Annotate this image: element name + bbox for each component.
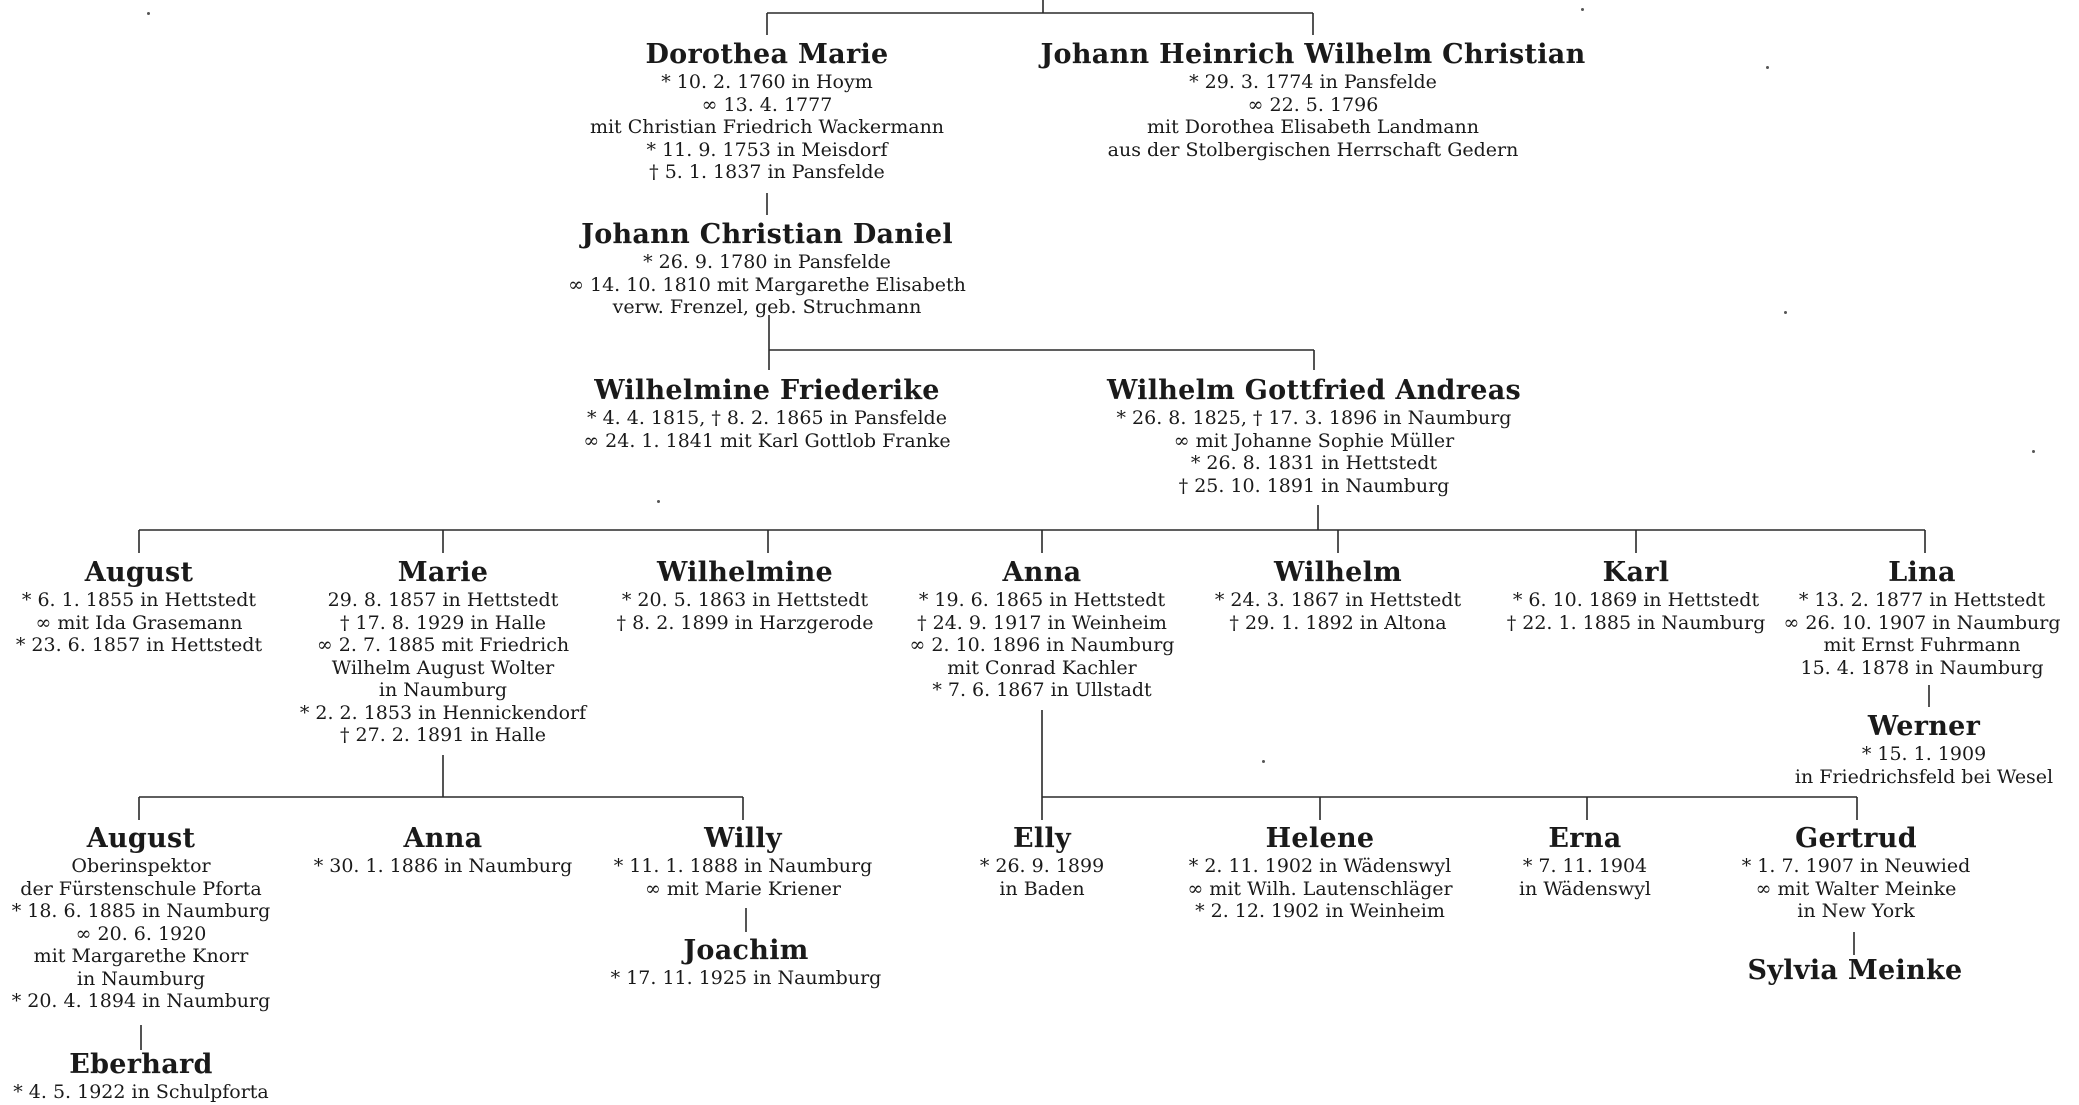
- person-detail: ∞ 14. 10. 1810 mit Margarethe Elisabeth: [568, 273, 966, 296]
- person-detail: * 2. 11. 1902 in Wädenswyl: [1188, 855, 1452, 877]
- person-detail: * 24. 3. 1867 in Hettstedt: [1214, 589, 1462, 611]
- person-anna-naumburg: [314, 822, 573, 878]
- person-detail: * 26. 8. 1831 in Hettstedt: [1190, 452, 1438, 474]
- person-marie: [300, 556, 586, 747]
- person-detail: ∞ mit Johanne Sophie Müller: [1173, 429, 1455, 452]
- person-johann-heinrich-wilhelm-christian: [1040, 38, 1585, 161]
- person-detail: in Friedrichsfeld bei Wesel: [1794, 765, 2054, 788]
- person-detail: * 11. 9. 1753 in Meisdorf: [646, 138, 888, 161]
- person-detail: mit Margarethe Knorr: [33, 945, 249, 967]
- scan-speck: [147, 12, 150, 15]
- person-detail: * 4. 5. 1922 in Schulpforta: [13, 1081, 269, 1103]
- person-detail: mit Christian Friedrich Wackermann: [589, 116, 945, 138]
- person-detail: in New York: [1797, 900, 1915, 922]
- person-detail: * 19. 6. 1865 in Hettstedt: [918, 589, 1166, 611]
- person-name: Willy: [704, 823, 782, 854]
- person-detail: * 30. 1. 1886 in Naumburg: [313, 855, 573, 877]
- person-anna: [910, 556, 1175, 702]
- person-name: Johann Heinrich Wilhelm Christian: [1040, 39, 1586, 70]
- person-detail: * 6. 10. 1869 in Hettstedt: [1512, 589, 1760, 611]
- person-wilhelmine: [617, 556, 874, 634]
- person-detail: ∞ 2. 7. 1885 mit Friedrich: [316, 634, 570, 656]
- person-detail: * 2. 12. 1902 in Weinheim: [1195, 900, 1445, 922]
- person-detail: mit Dorothea Elisabeth Landmann: [1146, 116, 1480, 138]
- person-detail: in Baden: [999, 877, 1085, 900]
- person-detail: * 2. 2. 1853 in Hennickendorf: [299, 701, 587, 724]
- person-name: Anna: [1002, 557, 1082, 588]
- scan-speck: [2032, 450, 2035, 453]
- person-name: Gertrud: [1795, 823, 1917, 854]
- person-gertrud: [1742, 822, 1970, 923]
- scan-speck: [1766, 66, 1769, 69]
- person-detail: * 15. 1. 1909: [1861, 743, 1987, 765]
- person-detail: ∞ mit Walter Meinke: [1755, 877, 1957, 900]
- person-name: Marie: [397, 557, 489, 588]
- person-detail: * 26. 9. 1899: [979, 855, 1105, 877]
- person-detail: in Naumburg: [378, 679, 508, 701]
- person-detail: † 24. 9. 1917 in Weinheim: [917, 611, 1167, 634]
- scan-speck: [1262, 760, 1265, 763]
- person-name: Eberhard: [69, 1049, 213, 1080]
- person-detail: * 1. 7. 1907 in Neuwied: [1741, 855, 1971, 877]
- person-wilhelm: [1215, 556, 1461, 634]
- person-august-oberinspektor: [12, 822, 271, 1013]
- person-karl: [1507, 556, 1766, 634]
- person-detail: * 17. 11. 1925 in Naumburg: [610, 967, 882, 989]
- person-detail: * 7. 6. 1867 in Ullstadt: [932, 679, 1152, 701]
- person-sylvia-meinke: [1747, 954, 1962, 987]
- person-helene: [1187, 822, 1452, 923]
- person-lina: [1784, 556, 2061, 679]
- person-detail: * 26. 8. 1825, † 17. 3. 1896 in Naumburg: [1116, 407, 1512, 429]
- person-name: Lina: [1888, 557, 1956, 588]
- person-werner: [1795, 710, 2053, 788]
- person-detail: * 26. 9. 1780 in Pansfelde: [643, 251, 891, 273]
- person-name: Joachim: [683, 935, 809, 966]
- person-name: Erna: [1548, 823, 1622, 854]
- person-detail: * 13. 2. 1877 in Hettstedt: [1798, 589, 2046, 611]
- person-detail: * 4. 4. 1815, † 8. 2. 1865 in Pansfelde: [587, 407, 947, 429]
- person-name: Wilhelmine Friederike: [594, 375, 940, 406]
- person-detail: * 7. 11. 1904: [1522, 855, 1648, 877]
- person-name: Johann Christian Daniel: [581, 219, 953, 250]
- person-detail: 15. 4. 1878 in Naumburg: [1800, 656, 2044, 679]
- scan-speck: [1784, 311, 1787, 314]
- person-detail: in Wädenswyl: [1518, 877, 1652, 900]
- person-detail: * 20. 4. 1894 in Naumburg: [11, 990, 271, 1012]
- person-detail: † 29. 1. 1892 in Altona: [1229, 611, 1447, 634]
- person-detail: ∞ 13. 4. 1777: [701, 93, 833, 116]
- person-detail: ∞ 2. 10. 1896 in Naumburg: [909, 634, 1175, 656]
- person-name: Sylvia Meinke: [1747, 955, 1963, 986]
- person-johann-christian-daniel: [568, 218, 966, 319]
- person-detail: mit Ernst Fuhrmann: [1823, 634, 2021, 656]
- person-detail: ∞ mit Ida Grasemann: [35, 611, 243, 634]
- person-detail: * 18. 6. 1885 in Naumburg: [11, 900, 271, 922]
- person-detail: mit Conrad Kachler: [947, 656, 1137, 679]
- person-detail: in Naumburg: [76, 967, 206, 990]
- person-detail: * 11. 1. 1888 in Naumburg: [613, 855, 873, 877]
- person-joachim: [611, 934, 882, 990]
- person-detail: * 20. 5. 1863 in Hettstedt: [621, 589, 869, 611]
- person-detail: ∞ mit Marie Kriener: [644, 877, 842, 900]
- person-detail: † 25. 10. 1891 in Naumburg: [1178, 474, 1450, 497]
- person-detail: † 22. 1. 1885 in Naumburg: [1506, 611, 1766, 634]
- person-dorothea-marie: [590, 38, 944, 184]
- person-august: [16, 556, 262, 657]
- scan-speck: [657, 500, 660, 503]
- person-name: Dorothea Marie: [645, 39, 889, 70]
- person-detail: ∞ mit Wilh. Lautenschläger: [1187, 877, 1453, 900]
- person-name: August: [86, 823, 196, 854]
- person-detail: * 6. 1. 1855 in Hettstedt: [21, 589, 257, 611]
- person-detail: Wilhelm August Wolter: [331, 656, 555, 679]
- person-name: Karl: [1602, 557, 1670, 588]
- person-detail: ∞ 22. 5. 1796: [1247, 93, 1379, 116]
- person-name: August: [84, 557, 194, 588]
- person-detail: * 23. 6. 1857 in Hettstedt: [15, 634, 263, 656]
- person-detail: * 10. 2. 1760 in Hoym: [661, 71, 873, 93]
- person-erna: [1519, 822, 1651, 900]
- person-eberhard: [13, 1048, 269, 1104]
- person-detail: ∞ 26. 10. 1907 in Naumburg: [1783, 611, 2061, 634]
- person-detail: aus der Stolbergischen Herrschaft Gedern: [1107, 138, 1519, 161]
- person-name: Anna: [403, 823, 483, 854]
- person-detail: † 17. 8. 1929 in Halle: [339, 611, 546, 634]
- person-name: Elly: [1013, 823, 1071, 854]
- person-name: Wilhelmine: [656, 557, 834, 588]
- person-detail: der Fürstenschule Pforta: [20, 877, 262, 900]
- person-elly: [980, 822, 1104, 900]
- person-detail: ∞ 20. 6. 1920: [75, 922, 207, 945]
- person-detail: ∞ 24. 1. 1841 mit Karl Gottlob Franke: [583, 429, 951, 452]
- person-detail: † 8. 2. 1899 in Harzgerode: [616, 611, 874, 634]
- person-name: Wilhelm Gottfried Andreas: [1106, 375, 1522, 406]
- person-detail: 29. 8. 1857 in Hettstedt: [327, 589, 559, 611]
- person-detail: * 29. 3. 1774 in Pansfelde: [1189, 71, 1437, 93]
- person-wilhelmine-friederike: [583, 374, 950, 452]
- person-detail: verw. Frenzel, geb. Struchmann: [612, 296, 922, 318]
- person-name: Helene: [1265, 823, 1375, 854]
- person-detail: † 27. 2. 1891 in Halle: [339, 724, 546, 746]
- person-detail: Oberinspektor: [71, 855, 211, 877]
- person-name: Wilhelm: [1273, 557, 1403, 588]
- person-detail: † 5. 1. 1837 in Pansfelde: [649, 161, 885, 183]
- person-name: Werner: [1867, 711, 1981, 742]
- person-willy: [614, 822, 873, 900]
- person-wilhelm-gottfried-andreas: [1107, 374, 1521, 497]
- scan-speck: [1581, 8, 1584, 11]
